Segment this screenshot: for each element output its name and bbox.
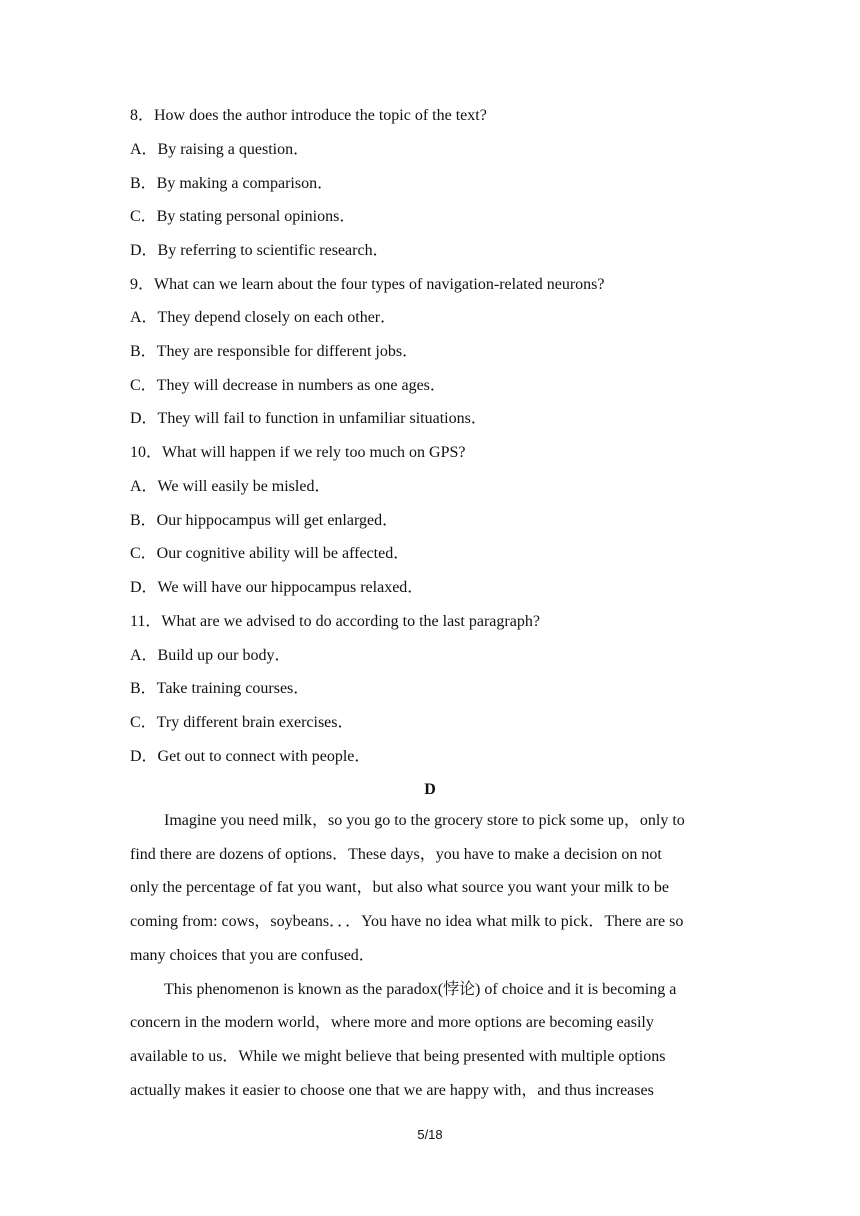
question-8-option-c: C．By stating personal opinions． — [130, 208, 356, 225]
paragraph-1-line: only the percentage of fat you want，but also what source you want your milk to be — [130, 879, 669, 896]
question-9-option-d: D．They will fail to function in unfamiliar situations． — [130, 410, 487, 427]
question-10-stem: 10．What will happen if we rely too much on GPS? — [130, 444, 466, 461]
question-10-option-b: B．Our hippocampus will get enlarged． — [130, 512, 399, 529]
question-11-option-b: B．Take training courses． — [130, 680, 310, 697]
page-number: 5/18 — [417, 1127, 443, 1142]
question-11-option-d: D．Get out to connect with people． — [130, 748, 371, 765]
question-11-option-a: A．Build up our body． — [130, 647, 291, 664]
question-9-option-a: A．They depend closely on each other． — [130, 309, 397, 326]
question-8-option-a: A．By raising a question． — [130, 141, 310, 158]
paragraph-1-line: coming from: cows，soybeans．．．You have no idea what milk to pick．There are so — [130, 913, 684, 930]
paragraph-1-line: Imagine you need milk，so you go to the grocery store to pick some up，only to — [164, 812, 685, 829]
question-11-stem: 11．What are we advised to do according to the last paragraph? — [130, 613, 540, 630]
section-title: D — [424, 781, 436, 798]
paragraph-2-line: This phenomenon is known as the paradox(悖论) of choice and it is becoming a — [164, 981, 677, 998]
paragraph-1-line: many choices that you are confused． — [130, 947, 375, 964]
question-8-option-b: B．By making a comparison． — [130, 175, 334, 192]
paragraph-2-line: actually makes it easier to choose one that we are happy with，and thus increases — [130, 1082, 654, 1099]
question-10-option-d: D．We will have our hippocampus relaxed． — [130, 579, 424, 596]
paragraph-2-line: available to us．While we might believe that being presented with multiple options — [130, 1048, 666, 1065]
question-10-option-a: A．We will easily be misled． — [130, 478, 331, 495]
question-8-option-d: D．By referring to scientific research． — [130, 242, 389, 259]
paragraph-1-line: find there are dozens of options．These days，you have to make a decision on not — [130, 846, 662, 863]
question-10-option-c: C．Our cognitive ability will be affected． — [130, 545, 410, 562]
question-11-option-c: C．Try different brain exercises． — [130, 714, 354, 731]
question-9-stem: 9．What can we learn about the four types of navigation-related neurons? — [130, 276, 605, 293]
question-9-option-b: B．They are responsible for different jobs． — [130, 343, 419, 360]
question-8-stem: 8．How does the author introduce the topic of the text? — [130, 107, 487, 124]
paragraph-2-line: concern in the modern world，where more and more options are becoming easily — [130, 1014, 654, 1031]
question-9-option-c: C．They will decrease in numbers as one ages． — [130, 377, 446, 394]
